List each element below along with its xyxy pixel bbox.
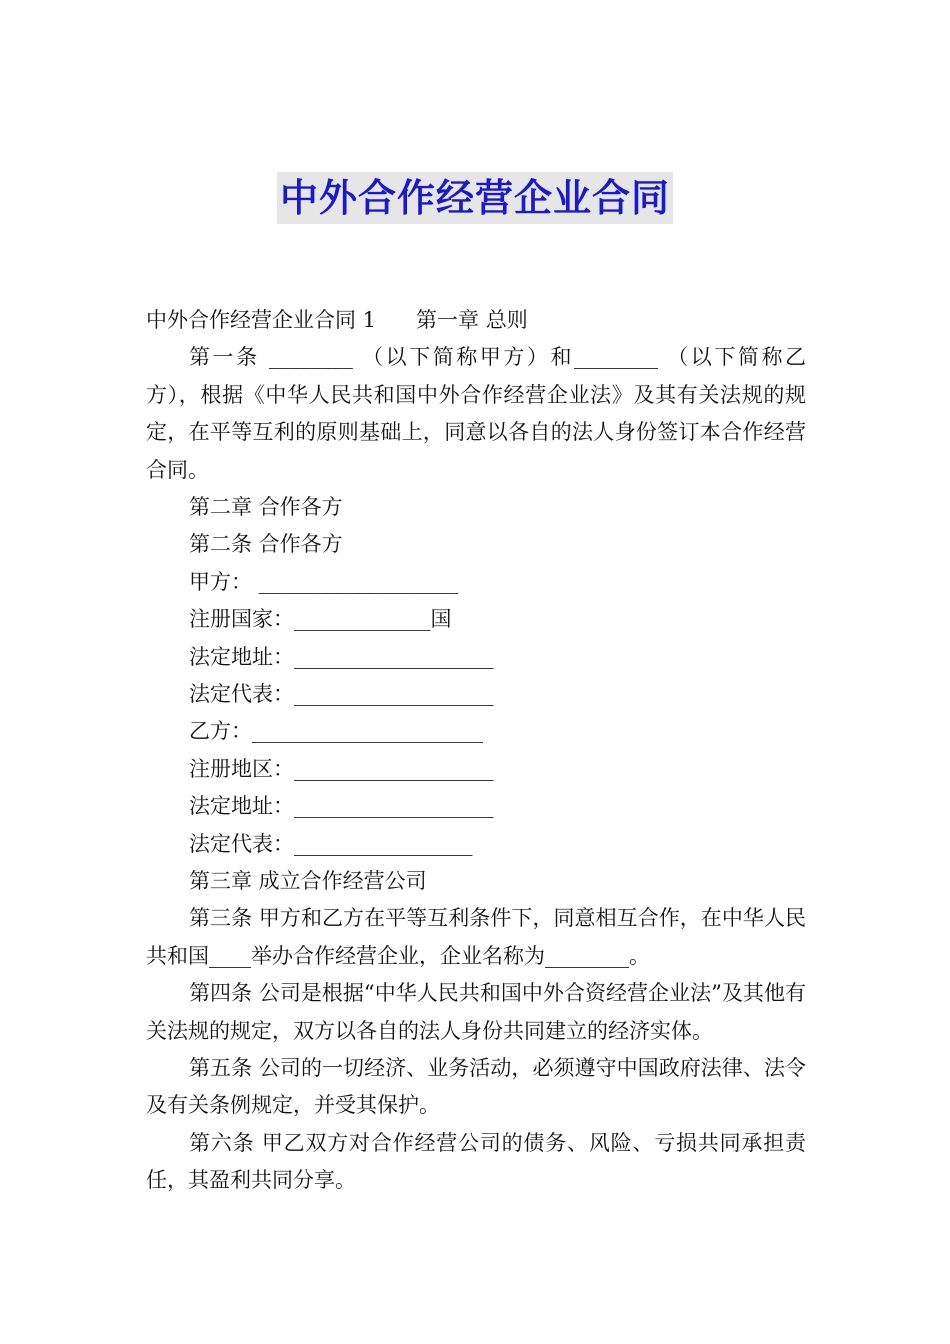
chapter-1-heading: 第一章 总则 (416, 308, 528, 332)
intro-line (146, 302, 806, 339)
document-body (146, 302, 806, 1200)
legal-representative-a-field: 法定代表：___________________ (189, 681, 494, 706)
registration-region-field: 注册地区：___________________ (189, 756, 494, 781)
article-2-heading: 第二条 合作各方 (189, 532, 343, 557)
party-b-field: 乙方：______________________ (189, 719, 483, 744)
chapter-3-heading: 第三章 成立合作经营公司 (189, 868, 427, 893)
chapter-2-heading: 第二章 合作各方 (189, 495, 343, 520)
intro-heading: 中外合作经营企业合同 1 (146, 308, 377, 332)
article-6: 第六条 甲乙双方对合作经营公司的债务、风险、亏损共同承担责任，其盈利共同分享。 (146, 1130, 806, 1193)
article-3: 第三条 甲方和乙方在平等互利条件下，同意相互合作，在中华人民共和国____举办合作经营企业，企业名称为________。 (146, 906, 806, 968)
title-container (0, 172, 950, 224)
party-a-field: 甲方： ___________________ (189, 569, 459, 594)
article-1: 第一条 ________ （以下简称甲方）和________ （以下简称乙方），根据《中华人民共和国中外合作经营企业法》及其有关法规的规定，在平等互利的原则基础上，同意以各自的法人身份签订本合作经营合同。 (146, 345, 806, 482)
legal-address-b-field: 法定地址：___________________ (189, 794, 494, 819)
registration-country-field: 注册国家：_____________国 (189, 607, 452, 632)
legal-address-a-field: 法定地址：___________________ (189, 644, 494, 669)
article-5: 第五条 公司的一切经济、业务活动，必须遵守中国政府法律、法令及有关条例规定，并受其保护。 (146, 1055, 806, 1118)
article-4: 第四条 公司是根据“中华人民共和国中外合资经营企业法”及其他有关法规的规定，双方以各自的法人身份共同建立的经济实体。 (146, 981, 806, 1043)
legal-representative-b-field: 法定代表：_________________ (189, 831, 473, 856)
document-title: 中外合作经营企业合同 (277, 172, 673, 224)
